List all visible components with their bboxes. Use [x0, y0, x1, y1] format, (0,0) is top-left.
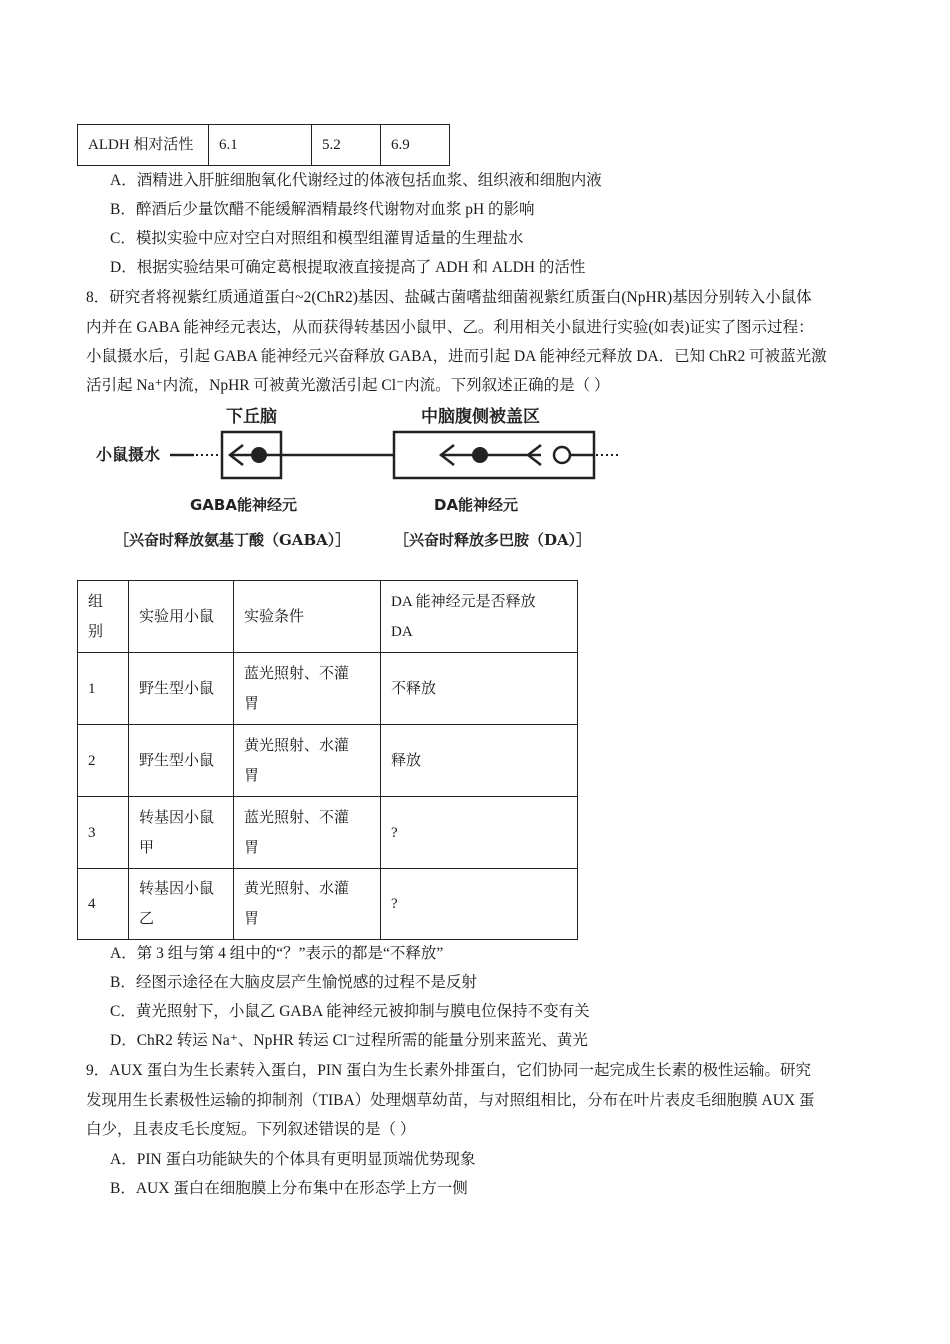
- q7-option-a: A．酒精进入肝脏细胞氧化代谢经过的体液包括血浆、组织液和细胞内液: [110, 172, 602, 189]
- target-neuron-body: [554, 447, 570, 463]
- table-cell: 转基因小鼠 乙: [129, 869, 234, 940]
- q8-stem-line: 小鼠摄水后，引起 GABA 能神经元兴奋释放 GABA，进而引起 DA 能神经元释放 DA．已知 ChR2 可被蓝光激: [86, 348, 827, 365]
- table-cell: 蓝光照射、不灌 胃: [234, 797, 381, 869]
- aldh-table: [77, 124, 450, 166]
- da-neuron-body: [472, 447, 488, 463]
- input-label: 小鼠摄水: [96, 445, 161, 464]
- experiment-table: [77, 580, 578, 940]
- table-cell: 黄光照射、水灌 胃: [234, 725, 381, 797]
- aldh-label: ALDH 相对活性: [78, 125, 209, 166]
- q9-stem-line: 发现用生长素极性运输的抑制剂（TIBA）处理烟草幼苗，与对照组相比，分布在叶片表皮毛细胞膜 AUX 蛋: [86, 1092, 815, 1109]
- gaba-note: ［兴奋时释放氨基丁酸（GABA）］: [114, 531, 351, 549]
- table-row: [78, 797, 578, 869]
- da-neuron-label: DA能神经元: [434, 496, 519, 514]
- neural-pathway-diagram: [86, 402, 646, 552]
- table-cell: 4: [78, 869, 129, 940]
- q9-option-b: B．AUX 蛋白在细胞膜上分布集中在形态学上方一侧: [110, 1180, 468, 1197]
- q9-option-a: A．PIN 蛋白功能缺失的个体具有更明显顶端优势现象: [110, 1151, 476, 1168]
- table-cell: 3: [78, 797, 129, 869]
- table-cell: 野生型小鼠: [129, 725, 234, 797]
- da-note: ［兴奋时释放多巴胺（DA）］: [394, 531, 592, 549]
- gaba-neuron-body: [251, 447, 267, 463]
- header-cell: 实验条件: [234, 581, 381, 653]
- vta-label: 中脑腹侧被盖区: [421, 407, 540, 427]
- table-cell: 不释放: [381, 653, 578, 725]
- table-cell: ?: [381, 797, 578, 869]
- q8-option-c: C．黄光照射下，小鼠乙 GABA 能神经元被抑制与膜电位保持不变有关: [110, 1003, 590, 1020]
- q8-stem-line: 内并在 GABA 能神经元表达，从而获得转基因小鼠甲、乙。利用相关小鼠进行实验(如表)证实了图示过程：: [86, 319, 814, 336]
- q7-option-d: D．根据实验结果可确定葛根提取液直接提高了 ADH 和 ALDH 的活性: [110, 259, 586, 276]
- table-row: [78, 869, 578, 940]
- table-cell: 转基因小鼠 甲: [129, 797, 234, 869]
- q8-option-a: A．第 3 组与第 4 组中的“？”表示的都是“不释放”: [110, 945, 444, 962]
- q9-stem-line: 白少，且表皮毛长度短。下列叙述错误的是（ ）: [86, 1121, 416, 1138]
- aldh-value: 6.9: [381, 125, 450, 166]
- table-cell: ?: [381, 869, 578, 940]
- q8-option-d: D．ChR2 转运 Na⁺、NpHR 转运 Cl⁻过程所需的能量分别来蓝光、黄光: [110, 1032, 588, 1049]
- table-cell: 蓝光照射、不灌 胃: [234, 653, 381, 725]
- q8-stem-line: 8．研究者将视紫红质通道蛋白~2(ChR2)基因、盐碱古菌嗜盐细菌视紫红质蛋白(NpHR)基因分别转入小鼠体: [86, 289, 812, 306]
- header-cell: 实验用小鼠: [129, 581, 234, 653]
- table-cell: 野生型小鼠: [129, 653, 234, 725]
- table-row: [78, 653, 578, 725]
- table-cell: 1: [78, 653, 129, 725]
- header-cell: 组 别: [78, 581, 129, 653]
- table-row: [78, 725, 578, 797]
- q9-stem-line: 9．AUX 蛋白为生长素转入蛋白，PIN 蛋白为生长素外排蛋白，它们协同一起完成生长素的极性运输。研究: [86, 1062, 812, 1079]
- aldh-value: 5.2: [312, 125, 381, 166]
- q7-option-b: B．醉酒后少量饮醋不能缓解酒精最终代谢物对血浆 pH 的影响: [110, 201, 535, 218]
- q8-option-b: B．经图示途径在大脑皮层产生愉悦感的过程不是反射: [110, 974, 477, 991]
- aldh-value: 6.1: [209, 125, 312, 166]
- gaba-neuron-label: GABA能神经元: [190, 496, 297, 514]
- header-cell: DA 能神经元是否释放 DA: [381, 581, 578, 653]
- q7-option-c: C．模拟实验中应对空白对照组和模型组灌胃适量的生理盐水: [110, 230, 524, 247]
- hypothalamus-label: 下丘脑: [226, 407, 277, 427]
- table-cell: 2: [78, 725, 129, 797]
- table-cell: 释放: [381, 725, 578, 797]
- table-header-row: [78, 581, 578, 653]
- q8-stem-line: 活引起 Na⁺内流，NpHR 可被黄光激活引起 Cl⁻内流。下列叙述正确的是（ ）: [86, 377, 610, 394]
- table-cell: 黄光照射、水灌 胃: [234, 869, 381, 940]
